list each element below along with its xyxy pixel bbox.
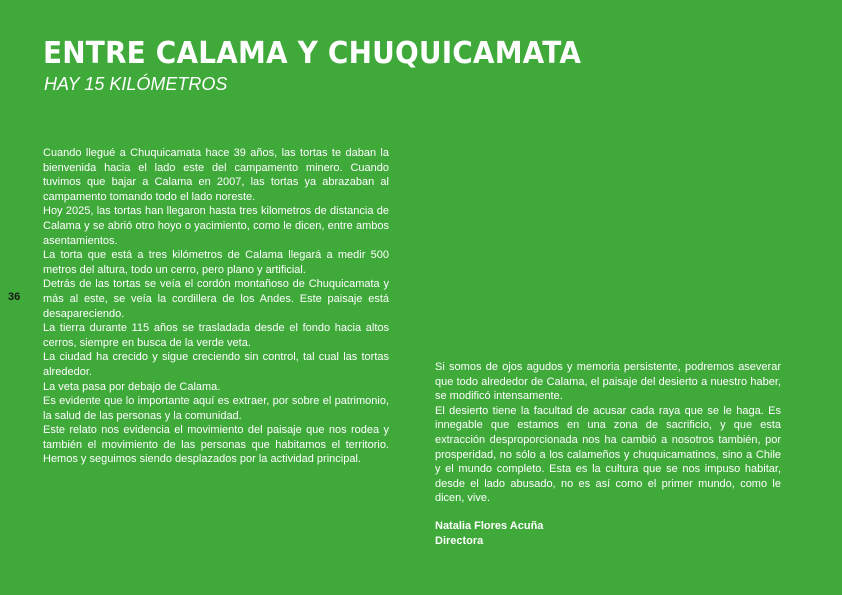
- paragraph: La veta pasa por debajo de Calama.: [43, 380, 221, 393]
- paragraph: La torta que está a tres kilómetros de Calama llegará a medir 500 metros del altura, todo un cerro, pero plano y artificial.: [43, 249, 389, 276]
- right-text-column: [435, 360, 781, 506]
- paragraph: Este relato nos evidencia el movimiento del paisaje que nos rodea y también el movimiento de las personas que habitamos el territorio. Hemos y seguimos siendo desplazados por la actividad principal.: [43, 424, 389, 466]
- left-text-column: [43, 146, 389, 467]
- paragraph: La tierra durante 115 años se trasladada desde el fondo hacia altos cerros, siempre en busca de la verde veta.: [43, 322, 389, 349]
- page-number: 36: [8, 291, 21, 303]
- signature-block: [435, 519, 635, 548]
- paragraph: Cuando llegué a Chuquicamata hace 39 años, las tortas te daban la bienvenida hacia el lado este del campamento minero. Cuando tuvimos que bajar a Calama en 2007, las tortas ya abrazaban al campamento tomando todo el lado noreste.: [43, 147, 389, 203]
- page-title: ENTRE CALAMA Y CHUQUICAMATA: [43, 36, 582, 71]
- signature-name: Natalia Flores Acuña: [435, 520, 544, 532]
- paragraph: El desierto tiene la facultad de acusar cada raya que se le haga. Es innegable que estamos en una zona de sacrificio, y que esta extracción desproporcionada nos ha cambió a nosotros también, por prosperidad, no sólo a los calameños y chuquicamatinos, sino a Chile y el mundo completo. Esta es la cultura que se nos impuso habitar, desde el lado abusado, no es así como el primer mundo, como le dicen, vive.: [435, 404, 781, 505]
- paragraph: Hoy 2025, las tortas han llegaron hasta tres kilometros de distancia de Calama y se abrió otro hoyo o yacimiento, como le dicen, entre ambos asentamientos.: [43, 205, 389, 247]
- paragraph: Es evidente que lo importante aquí es extraer, por sobre el patrimonio, la salud de las personas y la comunidad.: [43, 395, 389, 422]
- signature-role: Directora: [435, 534, 484, 547]
- paragraph: La ciudad ha crecido y sigue creciendo sin control, tal cual las tortas alrededor.: [43, 351, 389, 378]
- paragraph: Detrás de las tortas se veía el cordón montañoso de Chuquicamata y más al este, se veía la cordillera de los Andes. Este paisaje está desapareciendo.: [43, 278, 389, 320]
- paragraph: Si somos de ojos agudos y memoria persistente, podremos aseverar que todo alrededor de Calama, el paisaje del desierto a nuestro haber, se modificó intensamente.: [435, 361, 781, 403]
- page-subtitle: HAY 15 KILÓMETROS: [44, 74, 228, 94]
